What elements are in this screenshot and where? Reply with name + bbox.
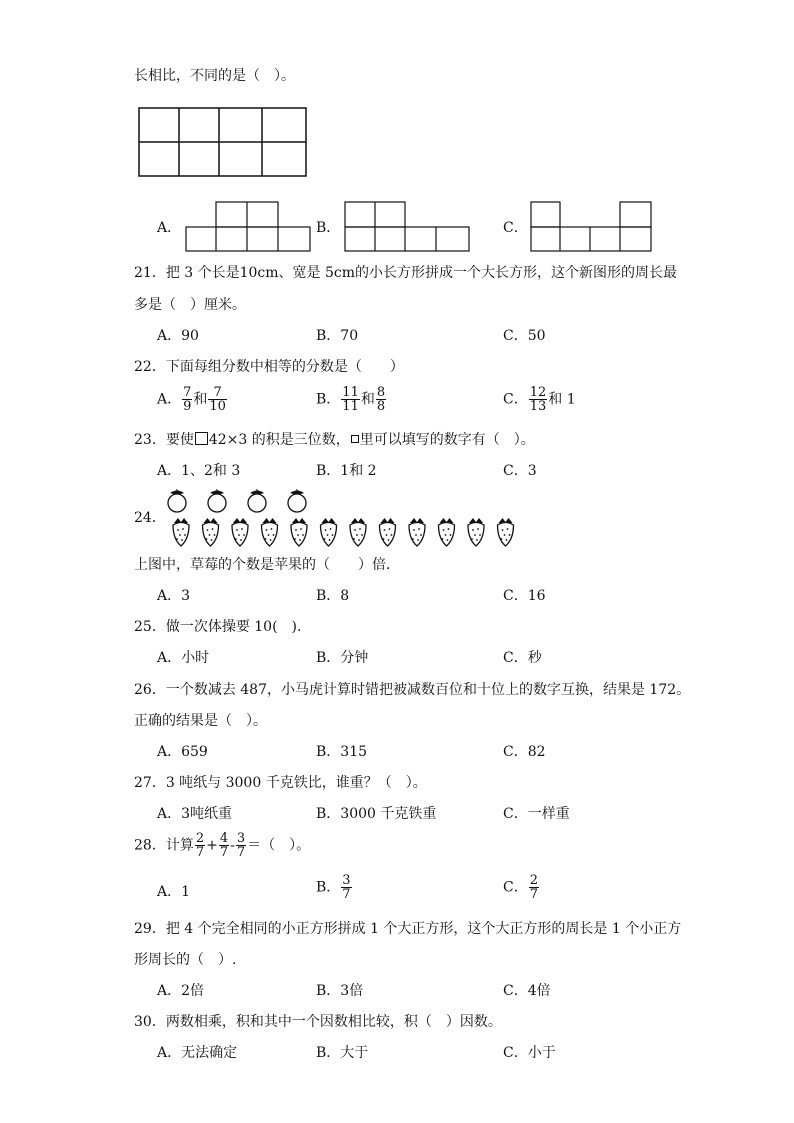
q26-option-a[interactable]: A．659: [157, 744, 208, 760]
q20-option-c-label[interactable]: C．: [503, 220, 528, 236]
fraction: $\frac{3}{7}$: [236, 831, 246, 860]
fraction: $\frac{11}{11}$: [342, 385, 359, 414]
q27-stem: 27．3 吨纸与 3000 千克铁比，谁重？（ ）。: [134, 775, 427, 791]
q20-stem-tail: 长相比，不同的是（ ）。: [134, 68, 295, 84]
q21-stem-line1: 21．把 3 个长是10cm、宽是 5cm的小长方形拼成一个大长方形，这个新图形的周长最: [134, 265, 678, 281]
q22-option-a[interactable]: A． $\frac{7}{9}$ 和 $\frac{7}{10}$: [157, 385, 226, 414]
strawberry-icon: [173, 518, 189, 546]
q23-stem: 23．要使 42×3 的积是三位数， 里可以填写的数字有（ ）。: [134, 432, 535, 448]
q24-option-c[interactable]: C．16: [503, 588, 546, 604]
q30-stem: 30．两数相乘，积和其中一个因数相比较，积（ ）因数。: [134, 1014, 502, 1030]
q20-option-c-figure[interactable]: [531, 201, 653, 253]
q24-fruit-picture: [165, 489, 525, 551]
strawberry-icon: [262, 518, 278, 546]
q22-option-c-prefix: C．: [503, 391, 528, 408]
q20-option-b-figure[interactable]: [345, 201, 471, 253]
fraction: $\frac{4}{7}$: [219, 831, 229, 860]
q24-label: 24．: [134, 510, 166, 526]
strawberry-icon: [409, 518, 425, 546]
strawberry-icon: [498, 518, 514, 546]
q22-stem: 22．下面每组分数中相等的分数是（ ）: [134, 359, 404, 375]
q25-option-c[interactable]: C．秒: [503, 650, 542, 666]
q20-option-a-label[interactable]: A．: [157, 220, 182, 236]
q23-option-a[interactable]: A．1、2和 3: [157, 463, 241, 479]
strawberry-icon: [468, 518, 484, 546]
fraction: $\frac{7}{9}$: [183, 385, 192, 414]
blank-box-icon: [195, 432, 208, 445]
q28-option-a[interactable]: A．1: [157, 884, 191, 900]
apple-icon: [208, 489, 226, 512]
strawberry-icon: [350, 518, 366, 546]
strawberry-icon: [321, 518, 337, 546]
q24-question: 上图中，草莓的个数是苹果的（ ）倍．: [134, 557, 400, 573]
small-box-icon: [351, 435, 359, 443]
apple-icon: [248, 489, 266, 512]
q24-option-a[interactable]: A．3: [157, 588, 191, 604]
q23-option-b[interactable]: B．1和 2: [316, 463, 377, 479]
q21-option-b[interactable]: B．70: [316, 328, 359, 344]
q20-option-a-figure[interactable]: [186, 201, 312, 253]
q22-option-b-prefix: B．: [316, 391, 341, 408]
q29-stem-line2: 形周长的（ ）.: [134, 952, 237, 968]
strawberry-icon: [439, 518, 455, 546]
strawberry-icon: [380, 518, 396, 546]
q30-option-b[interactable]: B．大于: [316, 1045, 369, 1061]
fraction: $\frac{2}{7}$: [529, 873, 538, 902]
q26-stem-line1: 26．一个数减去 487，小马虎计算时错把被减数百位和十位上的数字互换，结果是 172。: [134, 682, 691, 698]
q28-option-b[interactable]: B． $\frac{3}{7}$: [316, 873, 351, 902]
q20-option-b-label[interactable]: B．: [316, 220, 341, 236]
q22-option-a-prefix: A．: [157, 391, 182, 408]
q28-stem: 28．计算 $\frac{2}{7}$ + $\frac{4}{7}$ - $\frac{3}{7}$ ＝（ ）。: [134, 831, 311, 860]
q29-option-c[interactable]: C．4倍: [503, 983, 551, 999]
q21-option-c[interactable]: C．50: [503, 328, 546, 344]
apple-icon: [168, 489, 186, 512]
q30-option-c[interactable]: C．小于: [503, 1045, 556, 1061]
fraction: $\frac{2}{7}$: [195, 831, 205, 860]
q27-option-b[interactable]: B．3000 千克铁重: [316, 806, 437, 822]
q26-option-b[interactable]: B．315: [316, 744, 368, 760]
q20-main-grid-figure: [139, 108, 309, 178]
q22-option-b[interactable]: B． $\frac{11}{11}$ 和 $\frac{8}{8}$: [316, 385, 386, 414]
q22-option-c[interactable]: C． $\frac{12}{13}$ 和 1: [503, 385, 576, 414]
q25-option-a[interactable]: A．小时: [157, 650, 210, 666]
q26-stem-line2: 正确的结果是（ ）。: [134, 713, 267, 729]
q27-option-a[interactable]: A．3吨纸重: [157, 806, 233, 822]
fraction: $\frac{12}{13}$: [529, 385, 547, 414]
fraction: $\frac{8}{8}$: [376, 385, 386, 414]
q29-option-b[interactable]: B．3倍: [316, 983, 364, 999]
q21-stem-line2: 多是（ ）厘米。: [134, 297, 246, 313]
q27-option-c[interactable]: C．一样重: [503, 806, 570, 822]
strawberry-icon: [232, 518, 248, 546]
q25-option-b[interactable]: B．分钟: [316, 650, 369, 666]
apple-icon: [288, 489, 306, 512]
q24-option-b[interactable]: B．8: [316, 588, 350, 604]
q29-stem-line1: 29．把 4 个完全相同的小正方形拼成 1 个大正方形，这个大正方形的周长是 1 个小正方: [134, 921, 682, 937]
strawberry-icon: [291, 518, 307, 546]
q29-option-a[interactable]: A．2倍: [157, 983, 205, 999]
q28-option-c[interactable]: C． $\frac{2}{7}$: [503, 873, 538, 902]
q23-option-c[interactable]: C．3: [503, 463, 537, 479]
q25-stem: 25．做一次体操要 10( ).: [134, 619, 302, 635]
q26-option-c[interactable]: C．82: [503, 744, 546, 760]
strawberry-icon: [203, 518, 219, 546]
fraction: $\frac{3}{7}$: [342, 873, 351, 902]
q30-option-a[interactable]: A．无法确定: [157, 1045, 238, 1061]
fraction: $\frac{7}{10}$: [209, 385, 226, 414]
q21-option-a[interactable]: A．90: [157, 328, 199, 344]
